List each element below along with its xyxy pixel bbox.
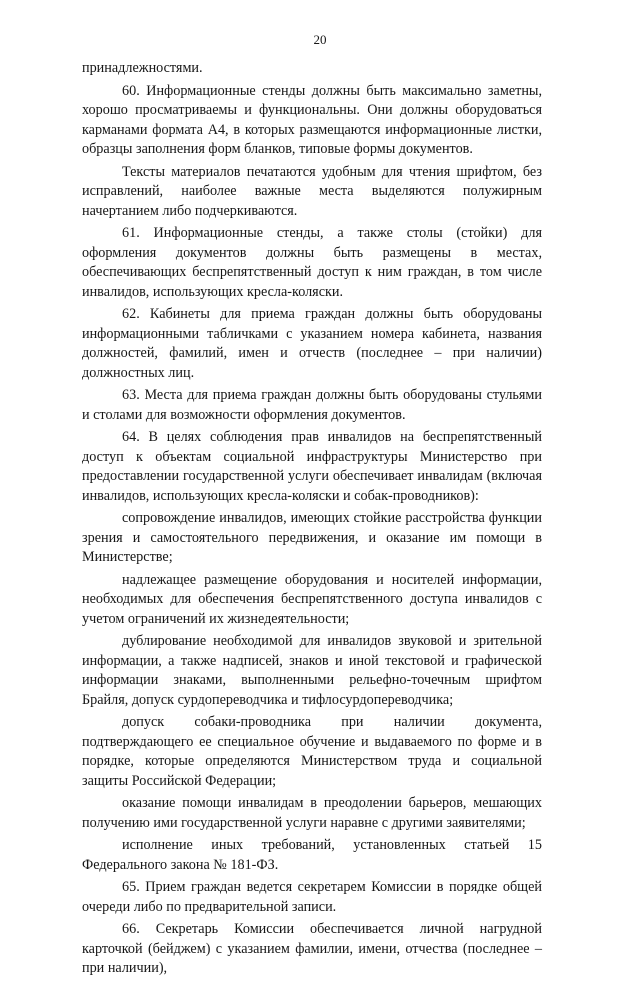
paragraph-61: 61. Информационные стенды, а также столы (стойки) для оформления документов должны быть размещены в местах, обеспечивающих беспрепятственный доступ к ним граждан, в том числе инвалидов, использующих кресла-коляски. <box>82 225 542 300</box>
paragraph-64: 64. В целях соблюдения прав инвалидов на беспрепятственный доступ к объектам социальной инфраструктуры Министерство при предоставлении государственной услуги обеспечивает инвалидам (включая инвалидов, использующих кресла-коляски и собак-проводников): <box>82 429 542 504</box>
paragraph-60: 60. Информационные стенды должны быть максимально заметны, хорошо просматриваемы и функциональны. Они должны оборудоваться карманами формата А4, в которых размещаются информационные листки, образцы заполнения форм бланков, типовые формы документов. <box>82 82 542 157</box>
paragraph-60-text-materials: Тексты материалов печатаются удобным для чтения шрифтом, без исправлений, наиболее важные места выделяются полужирным начертанием либо подчеркиваются. <box>82 163 542 219</box>
document-body <box>82 59 542 982</box>
page-number: 20 <box>313 32 327 47</box>
paragraph-62: 62. Кабинеты для приема граждан должны быть оборудованы информационными табличками с указанием номера кабинета, названия должностей, фамилий, имен и отчеств (последнее – при наличии) должностных лиц. <box>82 306 542 381</box>
paragraph-64-assistance: оказание помощи инвалидам в преодолении барьеров, мешающих получению ими государственной услуги наравне с другими заявителями; <box>82 795 542 831</box>
paragraph-63: 63. Места для приема граждан должны быть оборудованы стульями и столами для возможности оформления документов. <box>82 387 542 423</box>
paragraph-64-braille: дублирование необходимой для инвалидов звуковой и зрительной информации, а также надписей, знаков и иной текстовой и графической информации знаками, выполненными рельефно-точечным шрифтом Брайля, допуск сурдопереводчика и тифлосурдопереводчика; <box>82 633 542 708</box>
paragraph-66: 66. Секретарь Комиссии обеспечивается личной нагрудной карточкой (бейджем) с указанием фамилии, имени, отчества (последнее – при наличии), <box>82 921 542 976</box>
paragraph-65: 65. Прием граждан ведется секретарем Комиссии в порядке общей очереди либо по предварительной записи. <box>82 879 542 915</box>
paragraph-64-guide-dog: допуск собаки-проводника при наличии документа, подтверждающего ее специальное обучение и выдаваемого по форме и в порядке, которые определяются Министерством труда и социальной защиты Российской Федерации; <box>82 714 542 789</box>
paragraph-64-escort: сопровождение инвалидов, имеющих стойкие расстройства функции зрения и самостоятельного передвижения, и оказание им помощи в Министерстве; <box>82 510 542 565</box>
paragraph-64-equipment: надлежащее размещение оборудования и носителей информации, необходимых для обеспечения беспрепятственного доступа инвалидов с учетом ограничений их жизнедеятельности; <box>82 571 542 627</box>
paragraph-64-other-requirements: исполнение иных требований, установленных статьей 15 Федерального закона № 181-ФЗ. <box>82 837 542 873</box>
paragraph-continuation: принадлежностями. <box>82 60 203 76</box>
